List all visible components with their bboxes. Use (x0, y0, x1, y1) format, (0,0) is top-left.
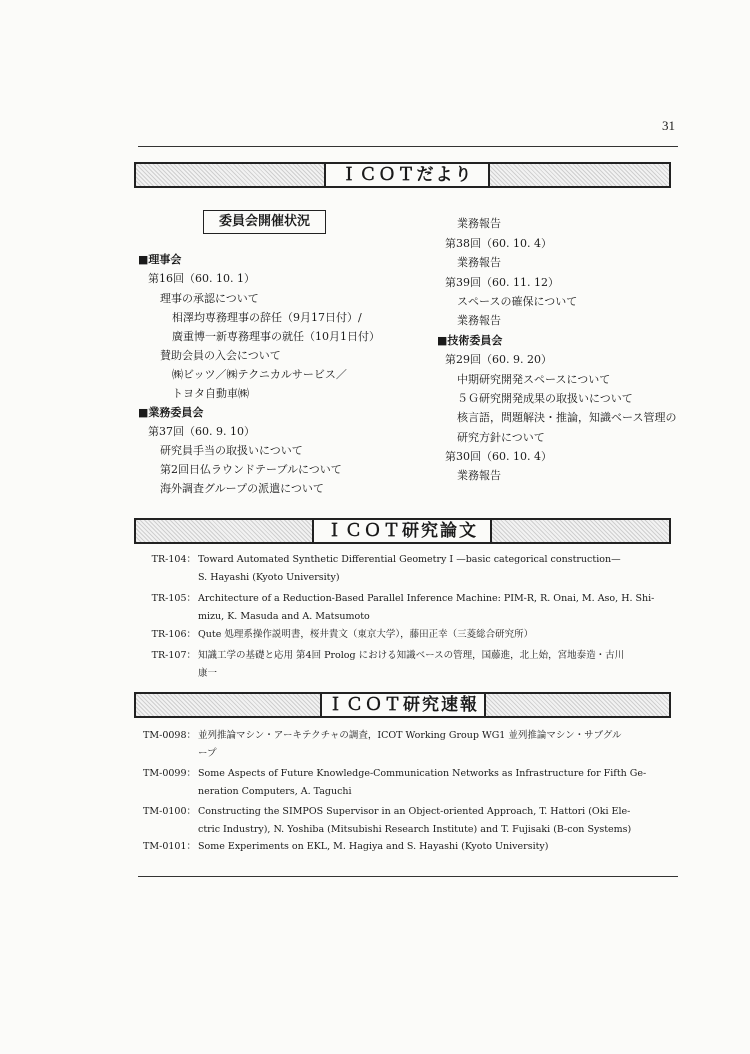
reference-code: TR-105： (151, 593, 196, 604)
list-item: 賛助会員の入会について (160, 349, 281, 362)
reference-text: neration Computers, A. Taguchi (198, 786, 352, 797)
list-item: 海外調査グループの派遣について (160, 482, 324, 495)
section-banner-research-papers (134, 518, 671, 544)
list-item: ５Ｇ研究開発成果の取扱いについて (457, 392, 633, 405)
page-number: 31 (662, 118, 675, 133)
list-item: スペースの確保について (457, 295, 578, 308)
business-committee-heading: ■業務委員会 (138, 406, 204, 419)
reference-text: Constructing the SIMPOS Supervisor in an Object-oriented Approach, T. Hattori (Oki Ele- (198, 806, 631, 817)
reference-item (138, 626, 678, 644)
board-heading: ■理事会 (138, 253, 182, 266)
reference-code: TR-107： (151, 650, 196, 661)
section-title: ＩＣＯＴ研究速報 (320, 692, 486, 718)
reference-text: ープ (198, 748, 217, 759)
list-item: 廣重博一新専務理事の就任（10月1日付） (172, 330, 380, 343)
reference-item (138, 727, 678, 763)
committee-meetings-heading: 委員会開催状況 (203, 210, 326, 234)
reference-item (138, 838, 678, 856)
list-item: 第39回（60. 11. 12） (445, 276, 559, 289)
reference-text: Architecture of a Reduction-Based Parallel Inference Machine: PIM-R, R. Onai, M. Aso, H. Shi- (198, 593, 655, 604)
list-item: 業務報告 (457, 256, 501, 269)
list-item: 業務報告 (457, 469, 501, 482)
section-title: ＩＣＯＴだより (324, 162, 490, 188)
list-item: 第2回日仏ラウンドテーブルについて (160, 463, 342, 476)
list-item: 中期研究開発スペースについて (457, 373, 611, 386)
reference-item (138, 551, 678, 587)
list-item: 研究員手当の取扱いについて (160, 444, 303, 457)
reference-code: TM-0099： (143, 768, 196, 779)
list-item: 業務報告 (457, 217, 501, 230)
list-item: 第29回（60. 9. 20） (445, 353, 552, 366)
reference-text: ctric Industry), N. Yoshiba (Mitsubishi Research Institute) and T. Fujisaki (B-con Systems) (198, 824, 632, 835)
list-item: 相澤均専務理事の辞任（9月17日付）/ (172, 311, 362, 324)
list-item: 核言語，問題解決・推論，知識ベース管理の (457, 411, 677, 424)
list-item: 第38回（60. 10. 4） (445, 237, 552, 250)
reference-item (138, 803, 678, 839)
list-item: 第16回（60. 10. 1） (148, 272, 255, 285)
reference-text: Toward Automated Synthetic Differential Geometry Ⅰ —basic categorical construction— (198, 554, 621, 565)
section-banner-icot-news (134, 162, 671, 188)
list-item: 研究方針について (457, 431, 545, 444)
technical-committee-heading: ■技術委員会 (437, 334, 503, 347)
top-rule (138, 146, 678, 147)
list-item: 理事の承認について (160, 292, 259, 305)
bottom-rule (138, 876, 678, 877)
reference-text: 知識工学の基礎と応用 第4回 Prolog における知識ベースの管理，国藤進，北上始，宮地泰造・古川 (198, 650, 625, 661)
reference-code: TM-0098： (143, 730, 196, 741)
reference-text: Qute 処理系操作説明書，桜井貴文（東京大学），藤田正幸（三菱総合研究所） (198, 629, 534, 640)
reference-text: mizu, K. Masuda and A. Matsumoto (198, 611, 370, 622)
reference-item (138, 765, 678, 801)
reference-code: TR-104： (151, 554, 196, 565)
list-item: 第30回（60. 10. 4） (445, 450, 552, 463)
list-item: 業務報告 (457, 314, 501, 327)
list-item: ㈱ビッツ／㈱テクニカルサービス／ (172, 368, 347, 381)
reference-text: 並列推論マシン・アーキテクチャの調査，ICOT Working Group WG1 並列推論マシン・サブグル (198, 730, 622, 741)
section-banner-research-reports (134, 692, 671, 718)
list-item: 第37回（60. 9. 10） (148, 425, 255, 438)
reference-text: Some Aspects of Future Knowledge-Communication Networks as Infrastructure for Fifth Ge- (198, 768, 647, 779)
reference-text: 康一 (198, 668, 218, 679)
reference-text: S. Hayashi (Kyoto University) (198, 572, 340, 583)
section-title: ＩＣＯＴ研究論文 (312, 518, 492, 544)
reference-code: TM-0101： (143, 841, 196, 852)
list-item: トヨタ自動車㈱ (172, 387, 249, 400)
reference-item (138, 647, 678, 683)
reference-code: TM-0100： (143, 806, 196, 817)
reference-item (138, 590, 678, 626)
reference-text: Some Experiments on EKL, M. Hagiya and S. Hayashi (Kyoto University) (198, 841, 549, 852)
reference-code: TR-106： (151, 629, 196, 640)
